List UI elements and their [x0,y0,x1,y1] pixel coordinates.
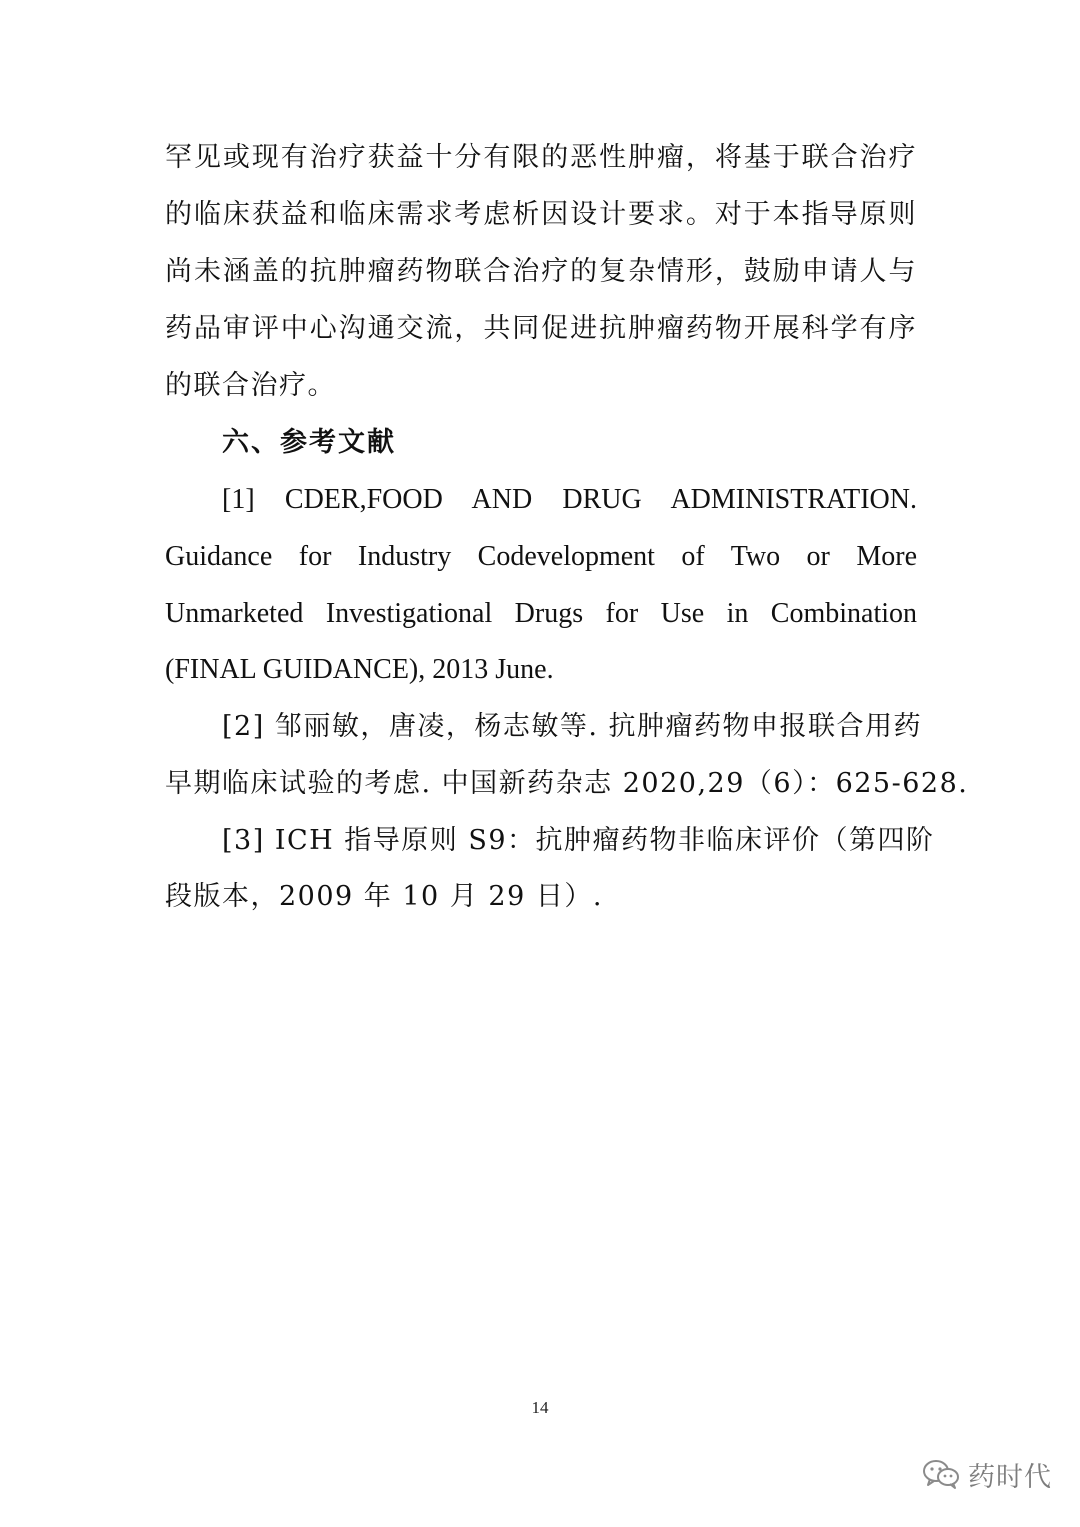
body-line-5: 的联合治疗。 [165,370,336,401]
body-line-2: 的临床获益和临床需求考虑析因设计要求。对于本指导原则 [165,199,917,230]
body-line-4: 药品审评中心沟通交流，共同促进抗肿瘤药物开展科学有序 [165,313,917,344]
wechat-icon [922,1458,960,1490]
reference-3-line-1: [3] ICH 指导原则 S9：抗肿瘤药物非临床评价（第四阶 [222,825,935,856]
reference-1-line-1: [1] CDER,FOOD AND DRUG ADMINISTRATION. [222,484,917,515]
watermark-text: 药时代 [968,1461,1052,1493]
page-number: 14 [531,1398,549,1417]
reference-1-line-3: Unmarketed Investigational Drugs for Use in Combination [165,598,917,629]
body-line-1: 罕见或现有治疗获益十分有限的恶性肿瘤，将基于联合治疗 [165,142,917,173]
reference-2-line-1: [2] 邹丽敏，唐凌，杨志敏等. 抗肿瘤药物申报联合用药 [222,711,922,742]
reference-1-line-2: Guidance for Industry Codevelopment of Two or More [165,541,917,572]
body-line-3: 尚未涵盖的抗肿瘤药物联合治疗的复杂情形，鼓励申请人与 [165,256,917,287]
references-heading: 六、参考文献 [222,427,396,458]
reference-1-line-4: (FINAL GUIDANCE), 2013 June. [165,654,554,685]
reference-2-line-2: 早期临床试验的考虑. 中国新药杂志 2020,29（6）：625-628. [165,768,969,799]
watermark [922,1452,1052,1496]
reference-3-line-2: 段版本，2009 年 10 月 29 日）. [165,881,603,912]
